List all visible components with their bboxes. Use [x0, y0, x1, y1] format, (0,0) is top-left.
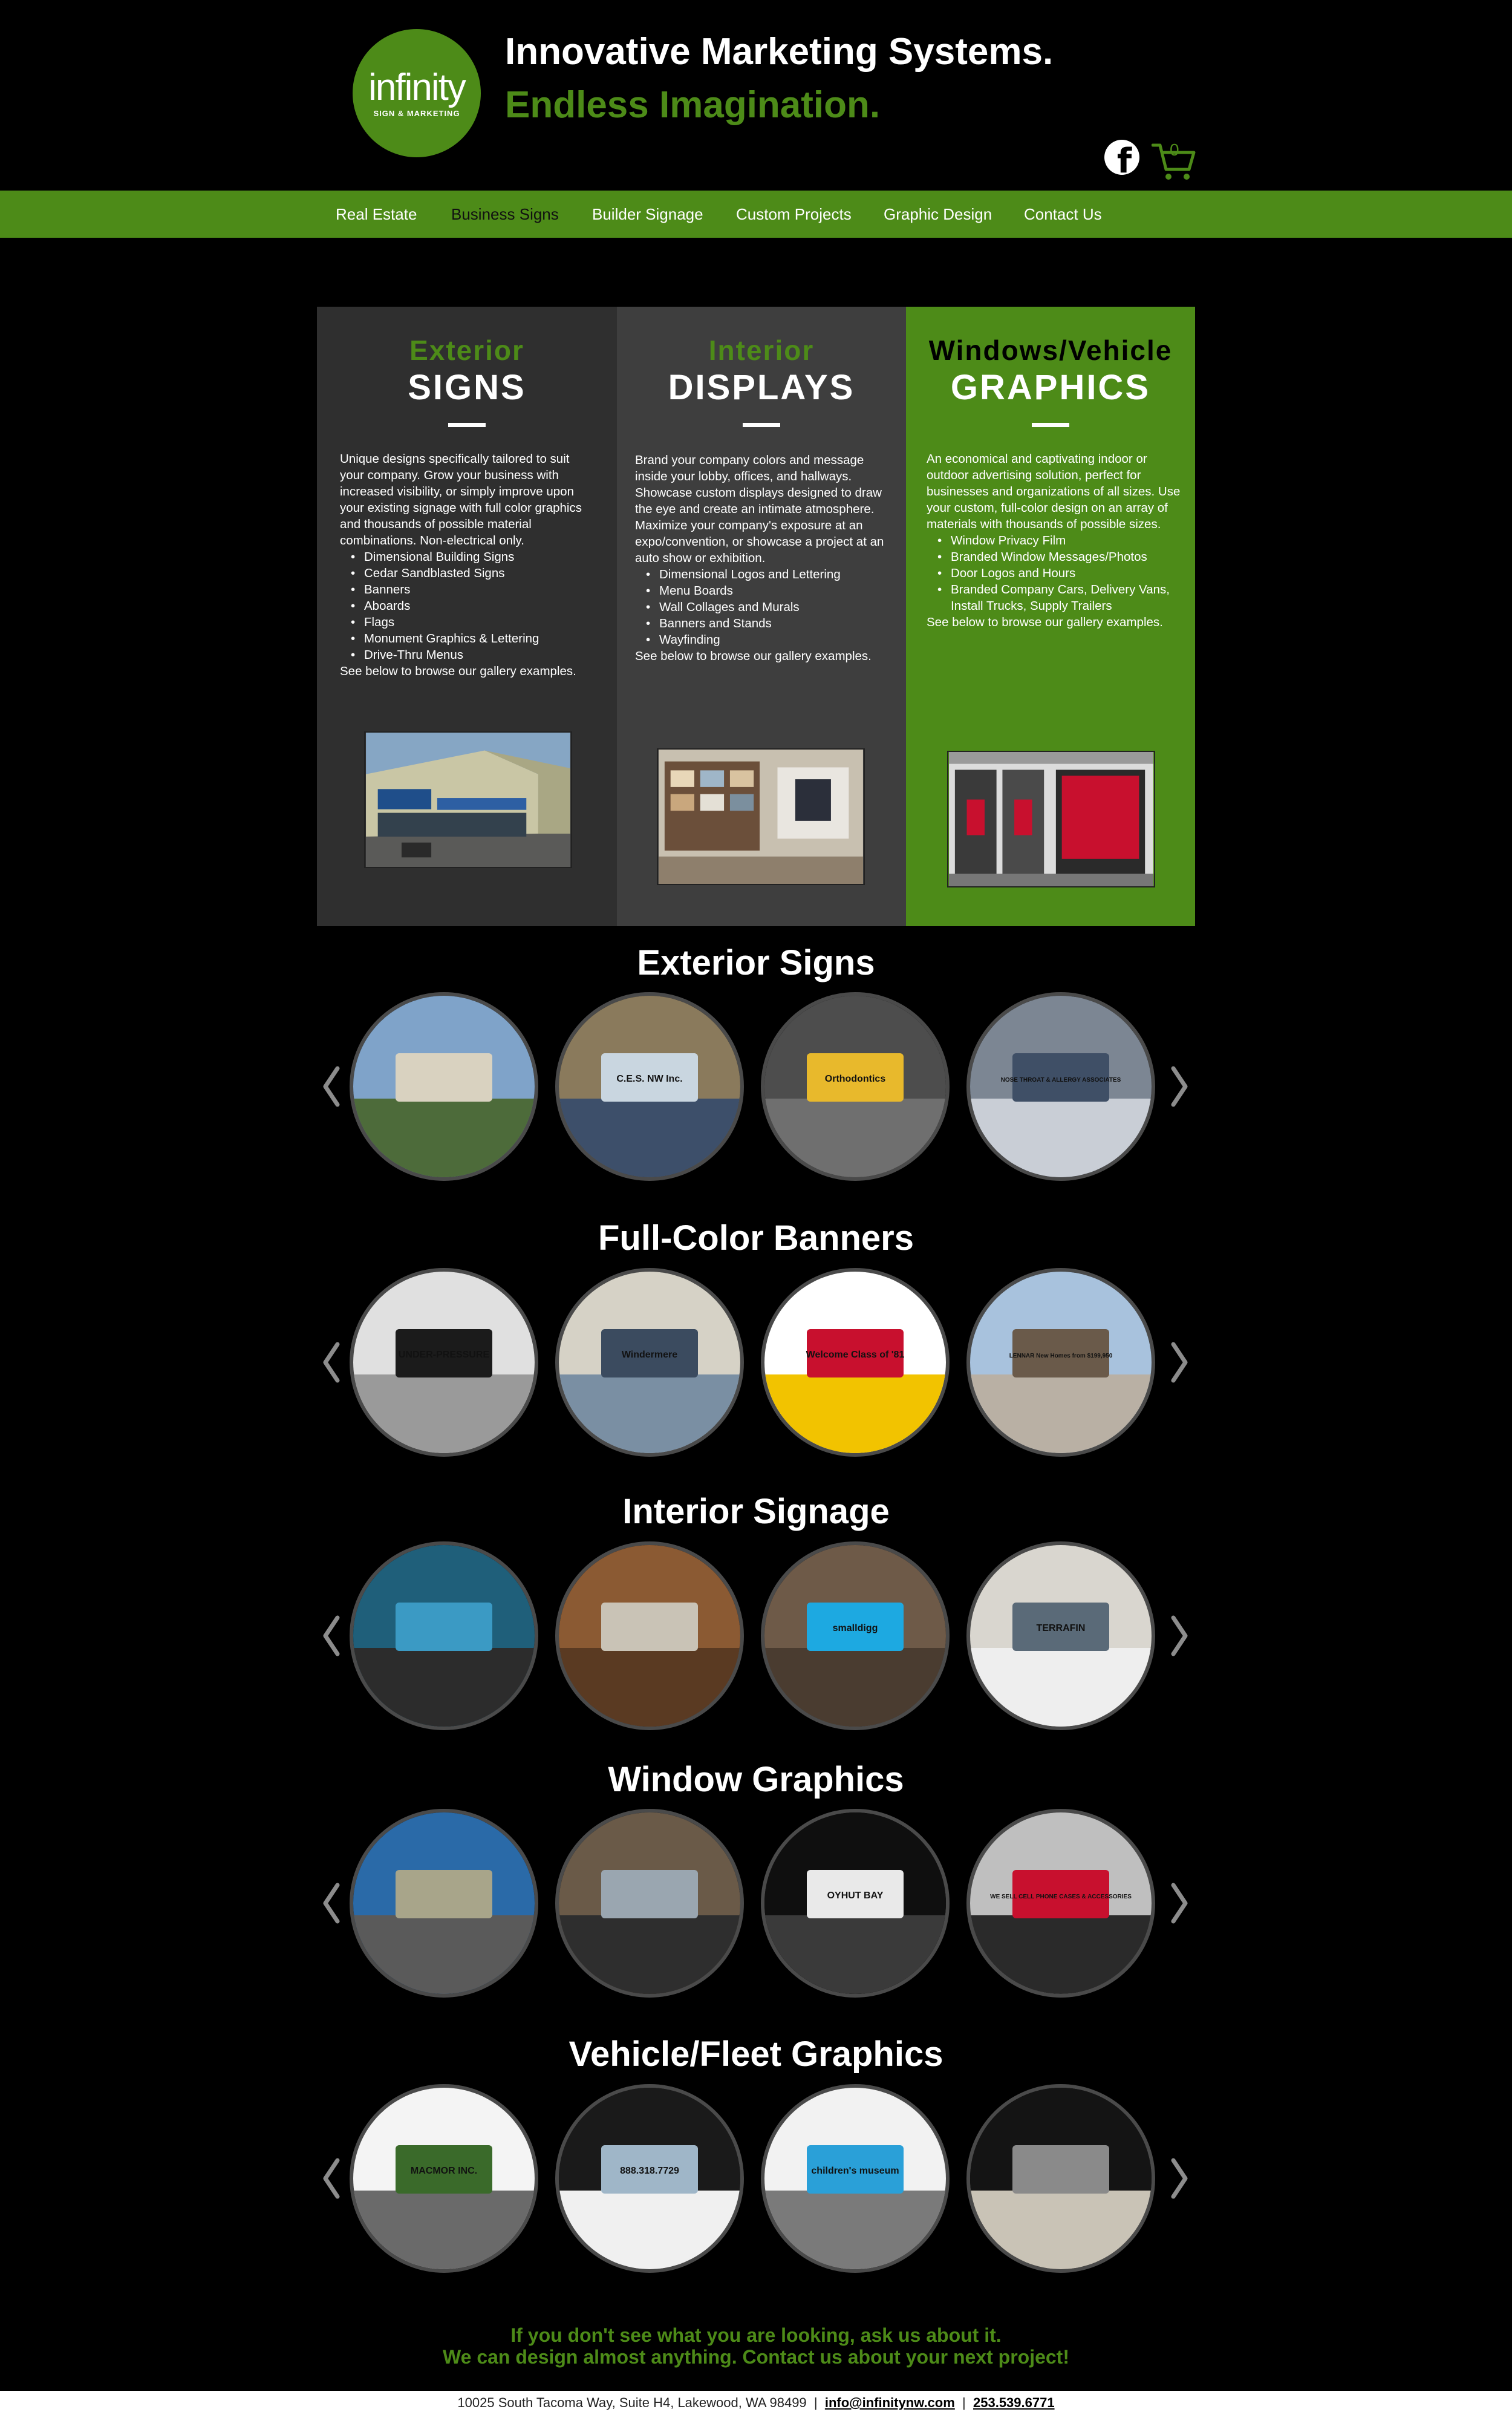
photo-sign-text: Welcome Class of '81 [806, 1350, 905, 1360]
list-item: • Drive-Thru Menus [351, 647, 594, 663]
photo-sign-text: NOSE THROAT & ALLERGY ASSOCIATES [1000, 1077, 1121, 1083]
macmor-truck-photo[interactable] [350, 2084, 538, 2273]
list-item: • Wayfinding [646, 632, 892, 648]
footer-separator: | [962, 2395, 966, 2410]
chevron-right-icon[interactable] [1165, 1612, 1194, 1660]
under-pressure-banner-photo[interactable] [350, 1268, 538, 1457]
panel-kicker: Interior [708, 335, 815, 366]
county-building-windows-photo[interactable] [555, 1809, 744, 1998]
footer-separator: | [813, 2395, 818, 2410]
list-item: • Branded Company Cars, Delivery Vans, Install Trucks, Supply Trailers [937, 581, 1187, 614]
list-item: • Flags [351, 614, 594, 630]
panel-outro: See below to browse our gallery examples. [927, 615, 1163, 629]
panel-divider [1032, 423, 1069, 427]
list-item: • Window Privacy Film [937, 532, 1187, 549]
chevron-left-icon[interactable] [317, 2154, 346, 2203]
list-item: • Door Logos and Hours [937, 565, 1187, 581]
black-pickup-photo[interactable] [555, 2084, 744, 2273]
oyhut-bay-door-photo[interactable] [761, 1809, 950, 1998]
cart-count: 0 [1170, 140, 1179, 159]
contact-prompt-line-1: If you don't see what you are looking, ask us about it. [510, 2324, 1002, 2346]
list-item: • Cedar Sandblasted Signs [351, 565, 594, 581]
ent-directory-photo[interactable] [966, 992, 1155, 1181]
list-item: • Wall Collages and Murals [646, 599, 892, 615]
photo-sign-text: OYHUT BAY [827, 1890, 884, 1901]
footer-email-link[interactable]: info@infinitynw.com [824, 2395, 955, 2410]
storefront-photo[interactable] [364, 731, 572, 868]
orthodontics-sign-photo[interactable] [761, 992, 950, 1181]
list-item: • Branded Window Messages/Photos [937, 549, 1187, 565]
physical-therapy-storefront-photo[interactable] [350, 1809, 538, 1998]
chevron-left-icon[interactable] [317, 1612, 346, 1660]
list-item: • Dimensional Logos and Lettering [646, 566, 892, 583]
ces-sign-photo[interactable] [555, 992, 744, 1181]
chevron-left-icon[interactable] [317, 1338, 346, 1387]
photo-sign-text: TERRAFIN [1036, 1623, 1086, 1633]
panel-heading: GRAPHICS [950, 368, 1151, 407]
phone-store-window-photo[interactable] [947, 751, 1155, 887]
photo-sign-text: Orthodontics [824, 1074, 886, 1084]
logo-wordmark: infinity [368, 66, 465, 108]
lennar-banner-photo[interactable] [966, 1268, 1155, 1457]
interior-displays-panel [617, 307, 906, 926]
wood-wall-mountain-photo[interactable] [555, 1541, 744, 1730]
photo-sign-text: 888.318.7729 [620, 2166, 679, 2176]
windermere-banner-photo[interactable] [555, 1268, 744, 1457]
infinity-logo[interactable] [353, 29, 481, 157]
photo-sign-text: C.E.S. NW Inc. [616, 1074, 683, 1084]
list-item: • Dimensional Building Signs [351, 549, 594, 565]
panel-outro: See below to browse our gallery examples. [340, 664, 576, 678]
window-vehicle-graphics-panel [906, 307, 1195, 926]
chevron-right-icon[interactable] [1165, 1879, 1194, 1927]
contact-prompt-line-2: We can design almost anything. Contact us about your next project! [443, 2346, 1069, 2368]
nav-graphic-design[interactable]: Graphic Design [884, 205, 992, 223]
childrens-museum-van-photo[interactable] [761, 2084, 950, 2273]
photo-sign-text: WE SELL CELL PHONE CASES & ACCESSORIES [990, 1894, 1132, 1900]
panel-outro: See below to browse our gallery examples. [635, 649, 872, 663]
panel-heading: SIGNS [408, 368, 526, 407]
footer-phone-link[interactable]: 253.539.6771 [973, 2395, 1055, 2410]
panel-text [635, 452, 892, 664]
list-item: • Aboards [351, 598, 594, 614]
panel-text [340, 451, 594, 679]
gallery-title: Window Graphics [608, 1760, 904, 1799]
teal-wall-mural-photo[interactable] [350, 1541, 538, 1730]
photo-sign-text: LENNAR New Homes from $199,950 [1009, 1353, 1113, 1359]
smalldigg-logo-photo[interactable] [761, 1541, 950, 1730]
footer [0, 2391, 1512, 2415]
trailer-graphics-photo[interactable] [966, 2084, 1155, 2273]
nav-business-signs[interactable]: Business Signs [451, 205, 559, 223]
exterior-signs-panel [317, 307, 617, 926]
chevron-right-icon[interactable] [1165, 1062, 1194, 1111]
chevron-left-icon[interactable] [317, 1879, 346, 1927]
panel-text [927, 451, 1187, 630]
welcome-class-banner-photo[interactable] [761, 1268, 950, 1457]
tagline-line-2: Endless Imagination. [505, 84, 881, 126]
list-item: • Banners and Stands [646, 615, 892, 632]
gallery-title: Full-Color Banners [598, 1218, 914, 1258]
photo-sign-text: children's museum [811, 2166, 899, 2176]
photo-sign-text: MACMOR INC. [410, 2166, 478, 2176]
main-nav [0, 191, 1512, 238]
list-item: • Menu Boards [646, 583, 892, 599]
list-item: • Banners [351, 581, 594, 598]
gallery-title: Vehicle/Fleet Graphics [569, 2034, 943, 2074]
panel-intro: Unique designs specifically tailored to suit your company. Grow your business with increased visibility, or simply improve upon your existing signage with full color graphics and thousands of possible material combinations. Non-electrical only. [340, 452, 582, 547]
facebook-icon[interactable]: f [1104, 140, 1139, 175]
panel-heading: DISPLAYS [668, 368, 855, 407]
panel-kicker: Windows/Vehicle [928, 335, 1173, 366]
chevron-left-icon[interactable] [317, 1062, 346, 1111]
tagline-line-1: Innovative Marketing Systems. [505, 31, 1054, 73]
panel-intro: Brand your company colors and message inside your lobby, offices, and hallways. Showcase custom displays designed to draw the eye and create an intimate atmosphere. Maximize your company's exposure at an expo/convention, or showcase a project at an auto show or exhibition. [635, 453, 884, 565]
phone-repair-windows-photo[interactable] [966, 1809, 1155, 1998]
footer-address: 10025 South Tacoma Way, Suite H4, Lakewood, WA 98499 [457, 2395, 807, 2410]
panel-divider [743, 423, 780, 427]
nav-builder-signage[interactable]: Builder Signage [592, 205, 703, 223]
nav-custom-projects[interactable]: Custom Projects [736, 205, 852, 223]
gallery-title: Exterior Signs [637, 943, 875, 982]
panel-intro: An economical and captivating indoor or outdoor advertising solution, perfect for businesses and organizations of all sizes. Use your custom, full-color design on an array of materials with thousands of possible sizes. [927, 452, 1181, 531]
panel-divider [448, 423, 486, 427]
list-item: • Monument Graphics & Lettering [351, 630, 594, 647]
nav-real-estate[interactable]: Real Estate [336, 205, 417, 223]
terrafin-suite-sign-photo[interactable] [966, 1541, 1155, 1730]
mansion-sign-photo[interactable] [350, 992, 538, 1181]
nav-contact-us[interactable]: Contact Us [1024, 205, 1102, 223]
logo-subtitle: SIGN & MARKETING [373, 108, 460, 118]
photo-sign-text: UNDER-PRESSURE [398, 1350, 490, 1360]
lobby-display-photo[interactable] [657, 748, 865, 885]
gallery-title: Interior Signage [622, 1492, 890, 1531]
chevron-right-icon[interactable] [1165, 1338, 1194, 1387]
panel-kicker: Exterior [409, 335, 524, 366]
photo-sign-text: smalldigg [832, 1623, 878, 1633]
photo-sign-text: Windermere [621, 1350, 678, 1360]
chevron-right-icon[interactable] [1165, 2154, 1194, 2203]
